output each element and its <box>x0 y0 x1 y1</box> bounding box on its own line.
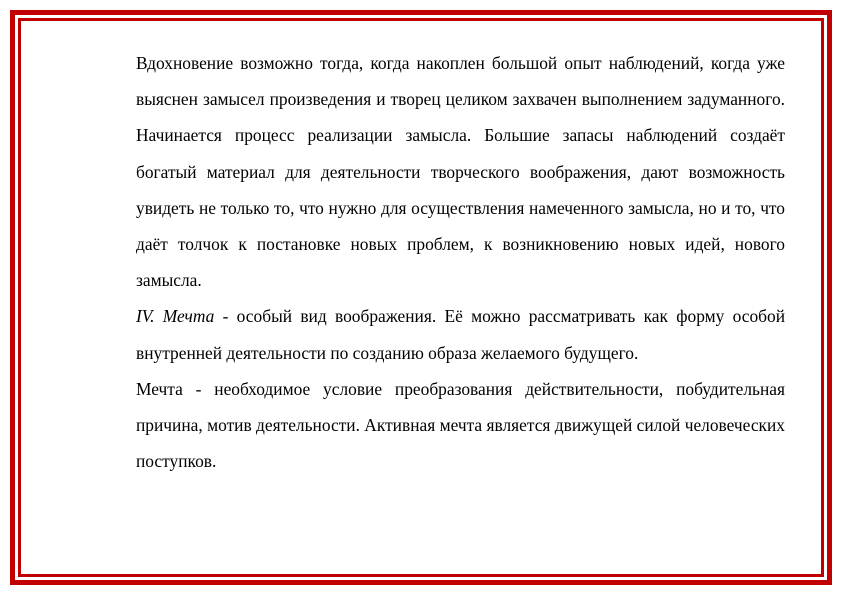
paragraph-inspiration: Вдохновение возможно тогда, когда накоплен большой опыт наблюдений, когда уже выяснен замысел произведения и творец целиком захвачен выполнением задуманного. Начинается процесс реализации замысла. Большие запасы наблюдений создаёт богатый материал для деятельности творческого воображения, дают возможность увидеть не только то, что нужно для осуществления намеченного замысла, но и то, что даёт толчок к постановке новых проблем, к возникновению новых идей, нового замысла. <box>136 53 785 291</box>
paragraph-dream-role: Мечта - необходимое условие преобразования действительности, побудительная причина, мотив деятельности. Активная мечта является движущей силой человеческих поступков. <box>136 378 785 472</box>
dream-definition-text: - особый вид воображения. Её можно рассматривать как форму особой внутренней деятельности по созданию образа желаемого будущего. <box>136 306 786 363</box>
body-text <box>136 45 785 479</box>
dream-term: IV. Мечта <box>136 306 215 327</box>
paragraph-dream-definition <box>136 298 785 370</box>
